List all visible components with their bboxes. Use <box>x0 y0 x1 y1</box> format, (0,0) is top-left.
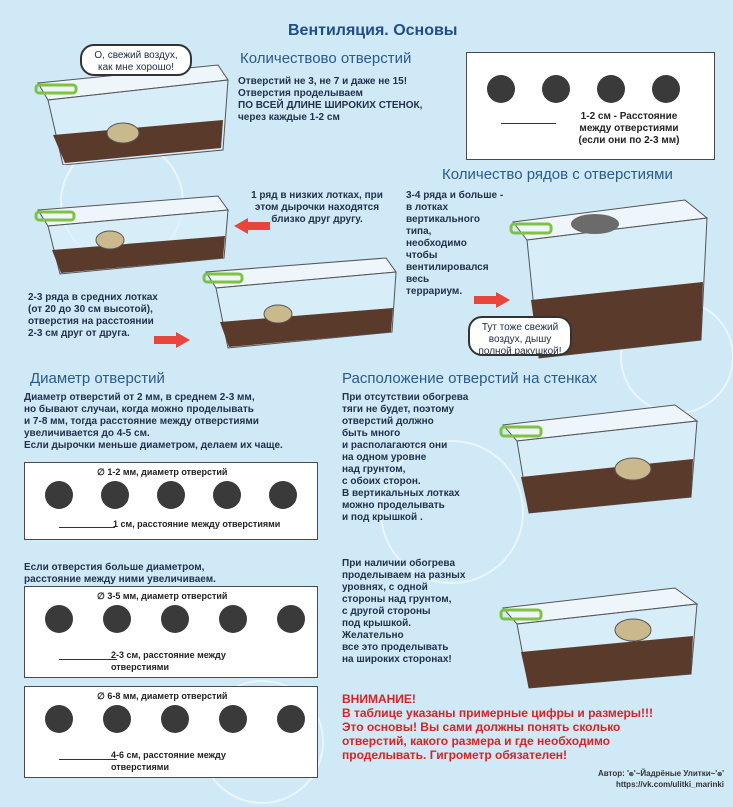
section2-heading: Количество рядов с отверстиями <box>442 166 673 183</box>
author-credit: Автор: '๏'~Йадрёные Улитки~'๏' https://vk.com/ulitki_marinki <box>597 769 724 789</box>
snail-speech-bubble-2: Тут тоже свежий воздух, дышу полной ракушкой! <box>468 316 572 356</box>
section4-heading: Расположение отверстий на стенках <box>342 370 598 387</box>
diameter-label: ∅ 6-8 мм, диаметр отверстий <box>97 691 228 701</box>
terrarium-image-heat <box>495 578 705 690</box>
section3-text: Диаметр отверстий от 2 мм, в среднем 2-3 мм, но бывают случаи, когда можно проделывать и 7-8 мм, тогда расстояние между отверстиями увеличивается до 4-5 см. Если дырочки меньше диаметром, делаем их чаще. <box>24 392 283 451</box>
page-title: Вентиляция. Основы <box>288 22 458 39</box>
section3-text2: Если отверстия больше диаметром, расстояние между ними увеличиваем. <box>24 562 216 585</box>
section4-text2: При наличии обогрева проделываем на разных уровнях, с одной стороны над грунтом, с другой стороны под крышкой. Желательно все это проделывать на широких сторонах! <box>342 558 466 665</box>
warning-text: ВНИМАНИЕ! В таблице указаны примерные цифры и размеры!!! Это основы! Вы сами должны понять сколько отверстий, какого размера и где необходимо проделывать. Гигрометр обязателен! <box>342 692 654 762</box>
distance-line <box>59 759 117 760</box>
diameter-label: ∅ 1-2 мм, диаметр отверстий <box>97 467 228 477</box>
arrow-icon <box>234 218 270 234</box>
section1-heading: Количествово отверстий <box>240 50 412 67</box>
distance-line <box>59 659 117 660</box>
section2-mid-text: 2-3 ряда в средних лотках (от 20 до 30 см высотой), отверстия на расстоянии 2-3 см друг от друга. <box>28 292 158 339</box>
section3-heading: Диаметр отверстий <box>30 370 165 387</box>
hole-diagram-1 <box>24 462 318 540</box>
distance-label: 2-3 см, расстояние между отверстиями <box>111 650 226 672</box>
hole-diagram-2 <box>24 586 318 678</box>
panel1-label: 1-2 см - Расстояние между отверстиями (если они по 2-3 мм) <box>578 111 680 146</box>
holes-panel-1 <box>466 52 715 160</box>
distance-line <box>501 123 556 124</box>
section1-text: Отверстий не 3, не 7 и даже не 15! Отверстия проделываем ПО ВСЕЙ ДЛИНЕ ШИРОКИХ СТЕНОК, через каждые 1-2 см <box>238 76 423 123</box>
terrarium-image-no-heat <box>495 395 705 515</box>
hole-diagram-3 <box>24 686 318 778</box>
distance-label: 4-6 см, расстояние между отверстиями <box>111 750 226 772</box>
snail-speech-bubble: О, свежий воздух, как мне хорошо! <box>80 44 192 76</box>
arrow-icon <box>154 332 190 348</box>
distance-line <box>59 527 115 528</box>
distance-label: 1 см, расстояние между отверстиями <box>113 519 281 529</box>
terrarium-image-mid <box>198 250 403 350</box>
section4-text1: При отсутствии обогрева тяги не будет, поэтому отверстий должно быть много и располагаются они на одном уровне над грунтом, с обоих сторон. В вертикальных лотках можно проделывать и под крышкой . <box>342 392 469 523</box>
section2-tall-text: 3-4 ряда и больше - в лотках вертикального типа, необходимо чтобы вентилировался весь террариум. <box>406 190 504 297</box>
diameter-label: ∅ 3-5 мм, диаметр отверстий <box>97 591 228 601</box>
section2-low-text: 1 ряд в низких лотках, при этом дырочки находятся близко друг другу. <box>251 190 383 225</box>
